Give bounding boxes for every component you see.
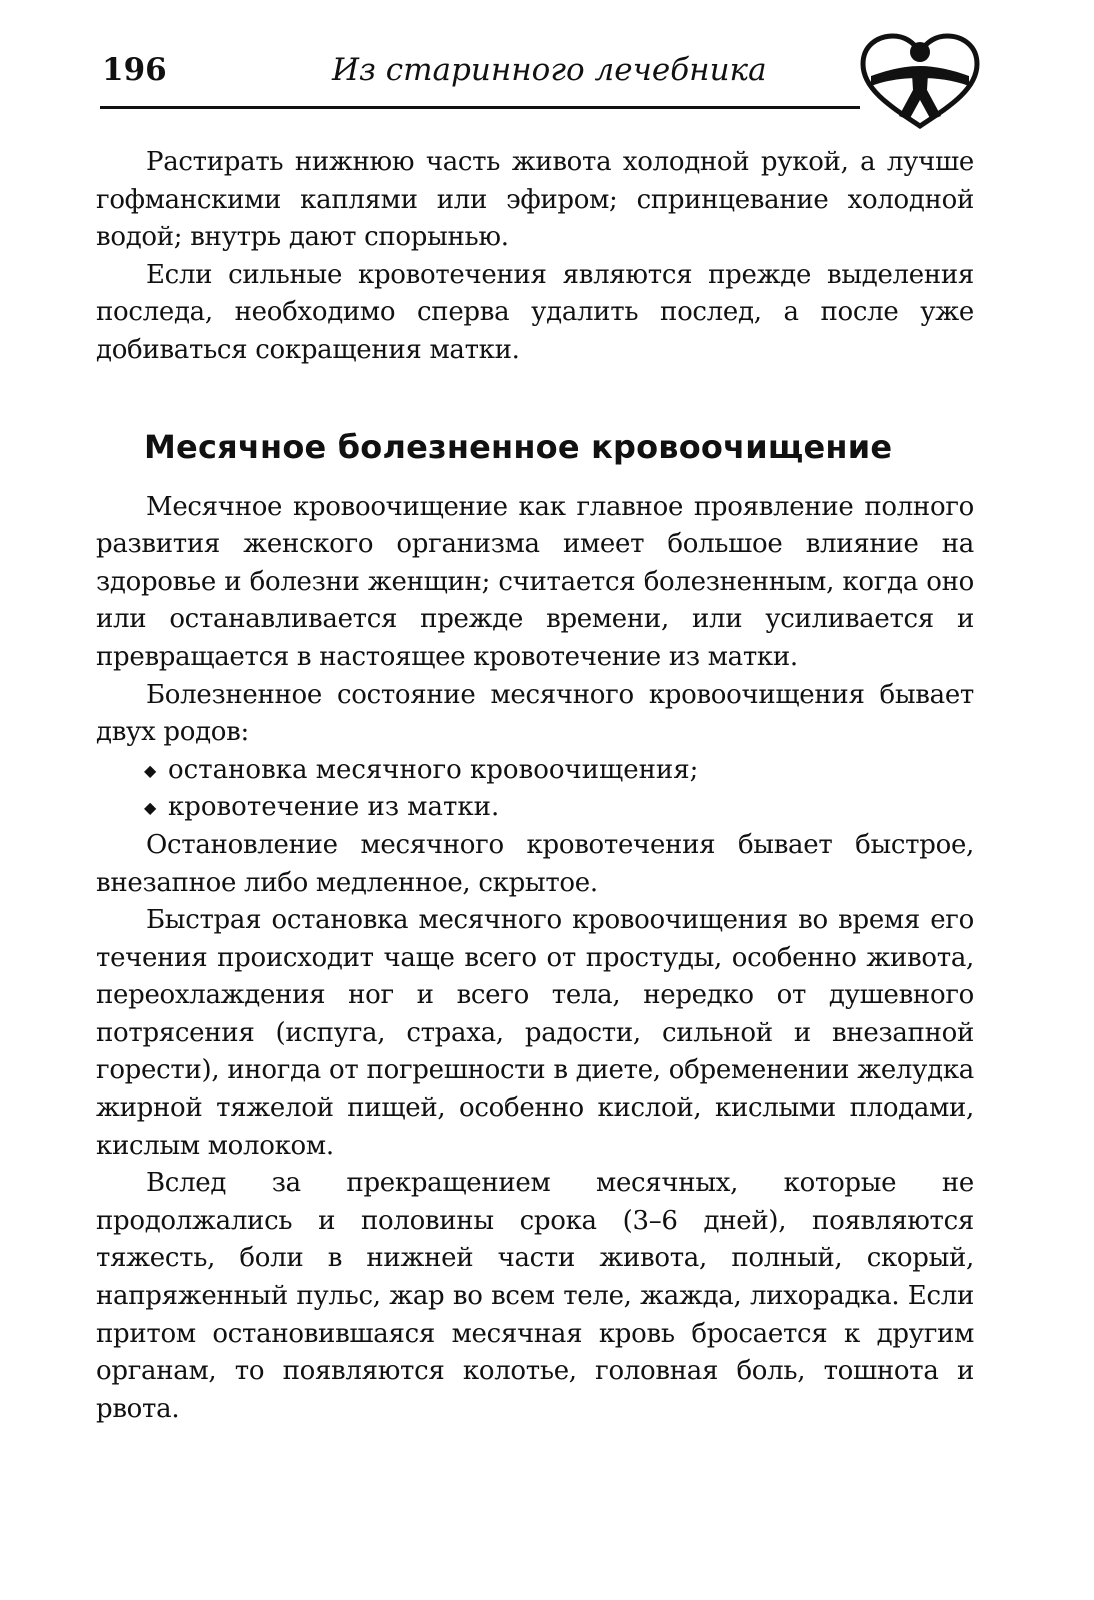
figure-in-heart-logo-icon <box>857 30 983 130</box>
list-item <box>96 752 974 790</box>
diamond-bullet-icon: ◆ <box>144 760 157 780</box>
paragraph: Месячное кровоочищение как главное проявление полного развития женского организма имеет большое влияние на здоровье и болезни женщин; считается болезненным, когда оно или останавливается прежде времени, или усиливается и превращается в настоящее кровотечение из матки. <box>96 491 974 672</box>
paragraph: Болезненное состояние месячного кровоочищения бывает двух родов: <box>96 679 974 748</box>
running-title: Из старинного лечебника <box>332 52 767 88</box>
page-number: 196 <box>102 52 167 88</box>
paragraph: Растирать нижнюю часть живота холодной рукой, а лучше гофманскими каплями или эфиром; спринцевание холодной водой; внутрь дают спорынью. <box>96 147 974 253</box>
page-header <box>100 44 985 114</box>
list-item-text: остановка месячного кровоочищения; <box>168 754 699 785</box>
paragraph: Остановление месячного кровотечения бывает быстрое, внезапное либо медленное, скрытое. <box>96 829 974 898</box>
paragraph: Быстрая остановка месячного кровоочищения во время его течения происходит чаще всего от простуды, особенно живота, переохлаждения ног и всего тела, нередко от душевного потрясения (испуга, страха, радости, сильной и внезапной горести), иногда от погрешности в диете, обременении желудка жирной тяжелой пищей, особенно кислой, кислыми плодами, кислым молоком. <box>96 905 974 1161</box>
list-item-text: кровотечение из матки. <box>168 792 500 823</box>
paragraph: Если сильные кровотечения являются прежде выделения последа, необходимо сперва удалить послед, а после уже добиваться сокращения матки. <box>96 259 974 365</box>
paragraph: Вслед за прекращением месячных, которые не продолжались и половины срока (3–6 дней), появляются тяжесть, боли в нижней части живота, полный, скорый, напряженный пульс, жар во всем теле, жажда, лихорадка. Если притом остановившаяся месячная кровь бросается к другим органам, то появляются колотье, головная боль, тошнота и рвота. <box>96 1168 974 1424</box>
header-rule <box>100 106 860 109</box>
section-heading: Месячное болезненное кровоочищение <box>144 427 893 466</box>
list-item <box>96 789 974 827</box>
bullet-list <box>96 752 974 827</box>
diamond-bullet-icon: ◆ <box>144 798 157 818</box>
page-body <box>96 144 974 1428</box>
